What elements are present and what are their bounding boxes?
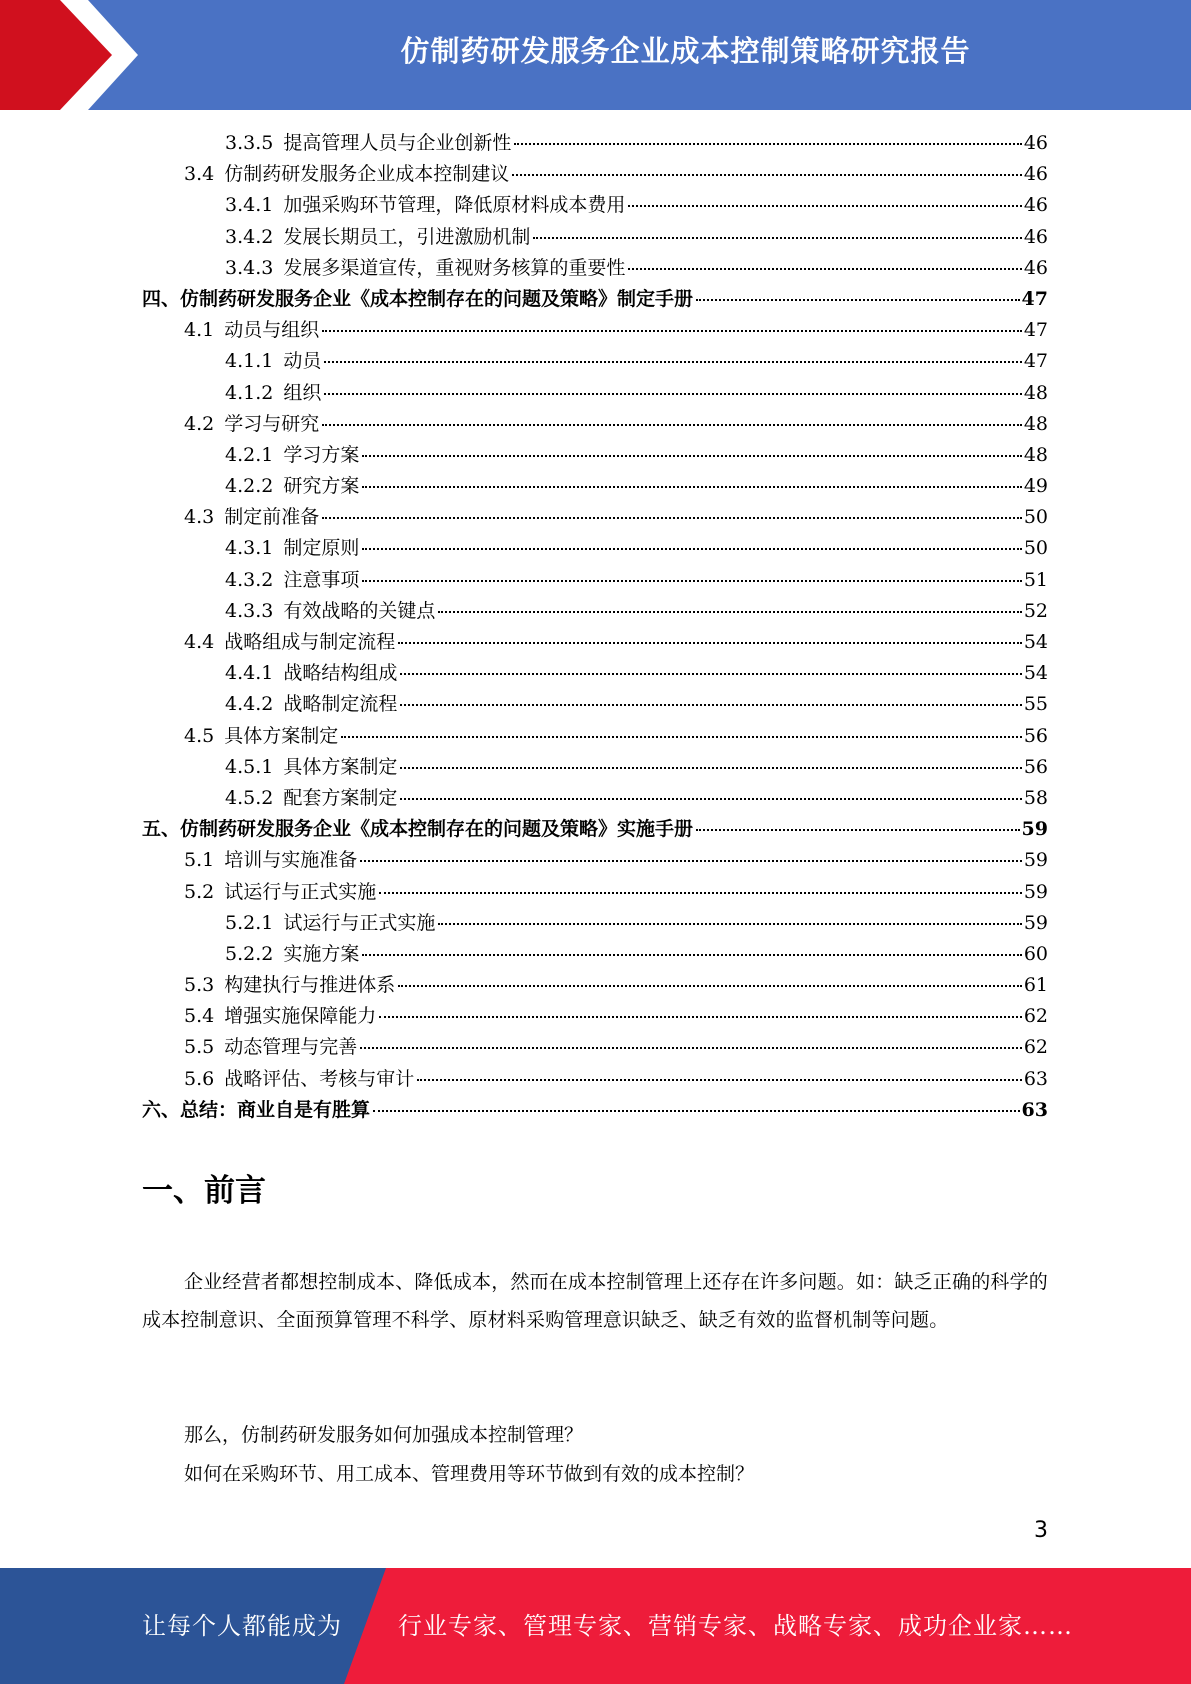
toc-dot-leader [533,237,1021,239]
toc-entry[interactable] [142,222,1048,253]
toc-dot-leader [400,798,1021,800]
toc-entry[interactable] [142,939,1048,970]
toc-entry[interactable] [142,378,1048,409]
toc-entry[interactable] [142,596,1048,627]
toc-entry-title: 学习方案 [283,443,360,466]
toc-entry-number: 5.2.2 [225,942,274,965]
toc-entry[interactable] [142,190,1048,221]
toc-dot-leader [360,1047,1022,1049]
toc-entry-title: 制定原则 [283,537,360,560]
toc-entry[interactable] [142,658,1048,689]
toc-entry-page: 63 [1023,1067,1048,1090]
toc-entry-page: 54 [1023,631,1048,653]
section-heading: 一、前言 [142,1173,266,1209]
toc-entry-page: 46 [1023,256,1048,279]
toc-entry-page: 58 [1023,786,1048,809]
toc-dot-leader [438,923,1021,925]
header-arrow-decoration [0,0,138,110]
toc-entry-page: 62 [1023,1036,1048,1059]
toc-entry-number: 4.3.3 [225,599,274,622]
toc-entry[interactable] [142,783,1048,814]
toc-dot-leader [341,736,1022,738]
toc-entry[interactable] [142,128,1048,159]
toc-entry[interactable] [142,908,1048,939]
toc-dot-leader [362,455,1021,457]
page-header [0,0,1191,110]
toc-entry-title: 动态管理与完善 [224,1036,358,1059]
toc-entry-title: 实施方案 [283,942,360,965]
toc-entry[interactable] [142,1095,1048,1126]
toc-entry-page: 46 [1023,163,1048,186]
toc-entry-number: 4.5.1 [225,755,274,778]
toc-entry[interactable] [142,533,1048,564]
toc-entry-number: 4.2.1 [225,443,274,466]
toc-entry-title: 配套方案制定 [283,786,398,809]
toc-dot-leader [400,704,1021,706]
toc-entry-title: 构建执行与推进体系 [224,974,396,997]
toc-dot-leader [696,829,1020,831]
toc-entry-number: 4.1.1 [225,350,274,373]
toc-dot-leader [628,205,1021,207]
toc-entry-title: 战略组成与制定流程 [224,631,396,653]
toc-dot-leader [398,985,1022,987]
toc-entry-page: 59 [1023,911,1048,934]
toc-entry-title: 六、总结：商业自是有胜算 [142,1098,371,1121]
toc-entry-number: 3.4.2 [225,225,274,248]
toc-entry-title: 试运行与正式实施 [224,880,377,903]
toc-entry[interactable] [142,284,1048,315]
toc-entry[interactable] [142,471,1048,502]
toc-entry-title: 具体方案制定 [283,755,398,778]
toc-entry-number: 4.4 [184,631,215,653]
toc-entry-title: 组织 [283,381,322,404]
toc-entry-page: 54 [1023,662,1048,685]
toc-dot-leader [628,268,1021,270]
toc-dot-leader [322,330,1022,332]
toc-dot-leader [362,548,1021,550]
toc-entry-page: 49 [1023,475,1048,498]
intro-paragraph: 企业经营者都想控制成本、降低成本，然而在成本控制管理上还存在许多问题。如：缺乏正确的科学的成本控制意识、全面预算管理不科学、原材料采购管理意识缺乏、缺乏有效的监督机制等问题。 [142,1271,1049,1331]
toc-entry-title: 动员与组织 [224,319,320,342]
toc-entry-title: 五、仿制药研发服务企业《成本控制存在的问题及策略》实施手册 [142,818,694,841]
toc-dot-leader [360,860,1022,862]
toc-entry-title: 研究方案 [283,475,360,498]
toc-entry-title: 发展长期员工，引进激励机制 [283,225,531,248]
toc-entry-title: 制定前准备 [224,506,320,529]
toc-entry-title: 增强实施保障能力 [224,1005,377,1028]
toc-entry-number: 4.3 [184,506,215,529]
toc-dot-leader [512,174,1022,176]
report-title: 仿制药研发服务企业成本控制策略研究报告 [400,34,971,68]
toc-entry-page: 56 [1023,755,1048,778]
toc-entry-page: 50 [1023,537,1048,560]
toc-entry-page: 48 [1023,443,1048,466]
toc-dot-leader [324,361,1021,363]
toc-dot-leader [322,517,1022,519]
toc-entry-page: 47 [1021,287,1048,310]
toc-entry[interactable] [142,253,1048,284]
question-paragraph-1: 那么，仿制药研发服务如何加强成本控制管理？ [184,1424,584,1446]
toc-entry-title: 学习与研究 [224,412,320,435]
toc-entry-title: 仿制药研发服务企业成本控制建议 [224,163,510,186]
toc-entry-page: 62 [1023,1005,1048,1028]
toc-entry-title: 战略评估、考核与审计 [224,1067,415,1090]
toc-entry-number: 5.1 [184,849,215,872]
toc-entry-page: 46 [1023,132,1048,154]
toc-entry-number: 5.2.1 [225,911,274,934]
toc-entry[interactable] [142,1064,1048,1095]
toc-entry-title: 培训与实施准备 [224,849,358,872]
toc-entry-number: 3.3.5 [225,132,274,154]
toc-dot-leader [362,486,1021,488]
toc-entry-number: 4.4.1 [225,662,274,685]
toc-entry[interactable] [142,877,1048,908]
toc-dot-leader [322,424,1022,426]
toc-dot-leader [514,143,1021,145]
toc-entry-page: 61 [1023,974,1048,997]
toc-entry-page: 46 [1023,194,1048,217]
toc-entry-number: 5.4 [184,1005,215,1028]
toc-entry[interactable] [142,440,1048,471]
toc-entry-page: 48 [1023,412,1048,435]
toc-entry-number: 5.5 [184,1036,215,1059]
toc-entry-page: 59 [1023,849,1048,872]
toc-entry-number: 5.2 [184,880,215,903]
toc-entry-number: 5.6 [184,1067,215,1090]
toc-entry-number: 4.1 [184,319,215,342]
toc-entry[interactable] [142,721,1048,752]
toc-entry-number: 4.3.2 [225,568,274,591]
toc-entry-number: 4.3.1 [225,537,274,560]
toc-entry-number: 4.5.2 [225,786,274,809]
toc-entry-page: 50 [1023,506,1048,529]
toc-entry-title: 加强采购环节管理，降低原材料成本费用 [283,194,626,217]
toc-entry-page: 59 [1023,880,1048,903]
toc-entry-page: 48 [1023,381,1048,404]
page-number: 3 [1034,1518,1048,1543]
toc-entry-title: 四、仿制药研发服务企业《成本控制存在的问题及策略》制定手册 [142,287,694,310]
toc-entry-page: 47 [1023,350,1048,373]
toc-entry[interactable] [142,1032,1048,1063]
toc-entry-title: 发展多渠道宣传，重视财务核算的重要性 [283,256,626,279]
toc-dot-leader [696,299,1020,301]
toc-entry[interactable] [142,565,1048,596]
toc-dot-leader [400,767,1021,769]
toc-entry-title: 试运行与正式实施 [283,911,436,934]
toc-entry-number: 3.4.1 [225,194,274,217]
toc-entry-title: 提高管理人员与企业创新性 [283,132,512,154]
toc-entry[interactable] [142,409,1048,440]
toc-entry[interactable] [142,689,1048,720]
toc-entry[interactable] [142,159,1048,190]
toc-dot-leader [324,393,1021,395]
toc-entry[interactable] [142,315,1048,346]
question-paragraph-2: 如何在采购环节、用工成本、管理费用等环节做到有效的成本控制？ [184,1463,755,1485]
toc-entry-number: 3.4 [184,163,215,186]
toc-entry[interactable] [142,627,1048,658]
toc-dot-leader [438,611,1021,613]
toc-dot-leader [379,892,1022,894]
toc-entry[interactable] [142,970,1048,1001]
toc-entry-number: 4.2 [184,412,215,435]
toc-entry-page: 51 [1023,568,1048,591]
toc-entry-page: 52 [1023,599,1048,622]
toc-entry-title: 注意事项 [283,568,360,591]
toc-entry-page: 60 [1023,942,1048,965]
toc-entry-number: 4.1.2 [225,381,274,404]
toc-entry-page: 47 [1023,319,1048,342]
page-footer [0,1568,1191,1684]
toc-entry[interactable] [142,502,1048,533]
toc-entry-page: 46 [1023,225,1048,248]
toc-entry[interactable] [142,1001,1048,1032]
toc-entry-title: 动员 [283,350,322,373]
toc-entry-number: 4.5 [184,724,215,747]
toc-entry-page: 59 [1021,818,1048,841]
toc-entry-number: 4.4.2 [225,693,274,716]
toc-entry-page: 56 [1023,724,1048,747]
toc-entry-page: 55 [1023,693,1048,716]
toc-dot-leader [362,954,1021,956]
toc-entry-title: 战略制定流程 [283,693,398,716]
toc-dot-leader [400,673,1021,675]
toc-entry[interactable] [142,346,1048,377]
toc-entry-number: 4.2.2 [225,475,274,498]
toc-dot-leader [379,1016,1022,1018]
toc-entry[interactable] [142,752,1048,783]
footer-slogan-right: 行业专家、管理专家、营销专家、战略专家、成功企业家…… [398,1612,1073,1640]
toc-dot-leader [398,642,1022,644]
toc-dot-leader [362,580,1021,582]
toc-entry-title: 战略结构组成 [283,662,398,685]
toc-entry[interactable] [142,845,1048,876]
toc-entry-number: 3.4.3 [225,256,274,279]
toc-entry-title: 有效战略的关键点 [283,599,436,622]
toc-entry-title: 具体方案制定 [224,724,339,747]
toc-dot-leader [373,1110,1020,1112]
toc-dot-leader [417,1079,1022,1081]
toc-entry-number: 5.3 [184,974,215,997]
footer-slogan-left: 让每个人都能成为 [142,1612,342,1640]
toc-entry-page: 63 [1021,1098,1048,1121]
table-of-contents [142,128,1048,1126]
toc-entry[interactable] [142,814,1048,845]
